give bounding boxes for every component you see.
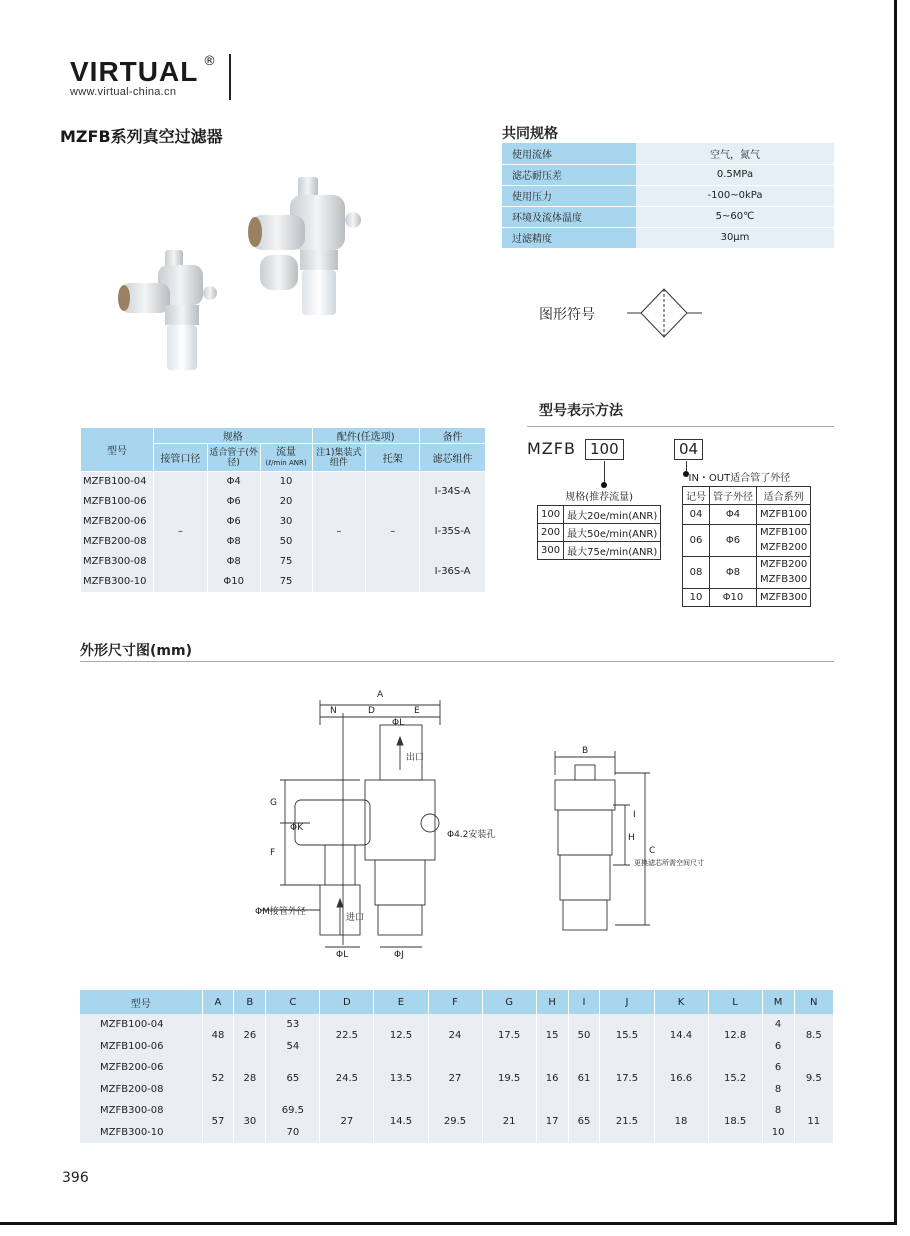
spec-key: 使用流体 — [502, 143, 636, 164]
cell-tube: Φ6 — [207, 492, 260, 512]
cell-A: 57 — [202, 1100, 234, 1143]
label-phiL-bottom: ΦL — [336, 950, 349, 960]
cell-bracket2: – — [366, 472, 420, 592]
port-code: 10 — [683, 588, 710, 606]
cell-model: MZFB100-04 — [80, 1014, 202, 1036]
table-row — [538, 487, 661, 505]
spec-value: -100~0kPa — [636, 185, 834, 206]
port-od: Φ10 — [710, 588, 757, 606]
label-F: F — [270, 848, 276, 858]
label-A: A — [377, 690, 384, 700]
cell-model: MZFB100-06 — [81, 492, 154, 512]
cell-M: 6 — [762, 1036, 794, 1058]
table-row — [502, 227, 834, 248]
cell-N: 11 — [794, 1100, 833, 1143]
port-od: Φ6 — [710, 524, 757, 556]
table-row — [80, 1057, 834, 1079]
dim-header: A — [202, 990, 234, 1014]
spec-key: 滤芯耐压差 — [502, 164, 636, 185]
spec-table — [80, 427, 486, 592]
cell-tube: Φ8 — [207, 532, 260, 552]
cell-flow: 10 — [260, 472, 312, 492]
table-row — [80, 990, 834, 1014]
cell-C: 69.5 — [266, 1100, 320, 1122]
spec-value: 0.5MPa — [636, 164, 834, 185]
logo-divider — [229, 54, 231, 100]
product-photo — [110, 175, 380, 375]
label-phiL-top: ΦL — [392, 718, 405, 728]
flow-desc: 最大50e/min(ANR) — [564, 523, 661, 541]
header-element: 滤芯组件 — [420, 444, 486, 472]
port-caption: IN・OUT适合管了外径 — [683, 468, 811, 486]
cell-model: MZFB300-08 — [81, 552, 154, 572]
model-port-box: 04 — [674, 439, 703, 460]
dim-header: D — [320, 990, 374, 1014]
label-E: E — [414, 706, 420, 716]
cell-tube: Φ4 — [207, 472, 260, 492]
dim-header: 型号 — [80, 990, 202, 1014]
header-accessory: 配件(任选项) — [312, 428, 420, 444]
cell-model: MZFB100-04 — [81, 472, 154, 492]
model-prefix: MZFB — [527, 439, 576, 458]
table-row — [683, 588, 811, 606]
cell-D: 22.5 — [320, 1014, 374, 1057]
dimension-drawing — [240, 685, 704, 960]
cell-flow: 30 — [260, 512, 312, 532]
flow-table — [537, 487, 661, 560]
label-hole: Φ4.2安装孔 — [447, 830, 496, 840]
dim-header: H — [536, 990, 568, 1014]
page-number: 396 — [62, 1170, 89, 1186]
cell-J: 17.5 — [600, 1057, 654, 1100]
port-series: MZFB300 — [760, 574, 808, 585]
table-row — [80, 1100, 834, 1122]
cell-K: 18 — [654, 1100, 708, 1143]
cell-M: 8 — [762, 1079, 794, 1101]
table-row — [81, 428, 486, 444]
cell-D: 27 — [320, 1100, 374, 1143]
label-in: 进口 — [346, 913, 365, 923]
label-I: I — [633, 810, 636, 820]
port-code: 06 — [683, 524, 710, 556]
cell-flow: 75 — [260, 572, 312, 592]
header-bracket2: 托架 — [366, 444, 420, 472]
cell-I: 50 — [568, 1014, 600, 1057]
cell-F: 29.5 — [428, 1100, 482, 1143]
registered-mark: ® — [203, 54, 216, 69]
label-C: C — [649, 846, 656, 856]
spec-key: 环境及流体温度 — [502, 206, 636, 227]
table-row — [502, 185, 834, 206]
cell-model: MZFB300-10 — [81, 572, 154, 592]
header-flow-unit: (ℓ/min ANR) — [265, 458, 307, 467]
cell-B: 28 — [234, 1057, 266, 1100]
cell-A: 52 — [202, 1057, 234, 1100]
header-spec: 规格 — [153, 428, 312, 444]
port-series: MZFB100 — [760, 527, 808, 538]
table-row — [538, 541, 661, 559]
cell-E: 13.5 — [374, 1057, 428, 1100]
table-row — [502, 164, 834, 185]
page-frame-right — [894, 0, 897, 1222]
cell-C: 65 — [266, 1057, 320, 1100]
model-code-title: 型号表示方法 — [539, 403, 623, 419]
cell-tube: Φ6 — [207, 512, 260, 532]
port-header: 记号 — [683, 486, 710, 504]
port-series: MZFB200 — [760, 542, 808, 553]
cell-flow: 20 — [260, 492, 312, 512]
table-row — [683, 504, 811, 524]
table-row — [81, 512, 486, 532]
header-port: 接管口径 — [153, 444, 207, 472]
dimension-table — [80, 990, 834, 1143]
spec-value: 空气，氮气 — [636, 143, 834, 164]
port-header: 适合系列 — [757, 486, 811, 504]
dim-header: N — [794, 990, 833, 1014]
label-out: 出口 — [406, 753, 425, 763]
model-size-box: 100 — [585, 439, 624, 460]
header-spare: 备件 — [420, 428, 486, 444]
flow-caption: 规格(推荐流量) — [538, 487, 661, 505]
cell-element: I-35S-A — [420, 512, 486, 552]
cell-E: 12.5 — [374, 1014, 428, 1057]
cell-model: MZFB200-08 — [80, 1079, 202, 1101]
dim-header: M — [762, 990, 794, 1014]
flow-code: 200 — [538, 523, 564, 541]
product-large — [248, 177, 361, 315]
cell-tube: Φ10 — [207, 572, 260, 592]
cell-G: 19.5 — [482, 1057, 536, 1100]
table-row — [538, 523, 661, 541]
cell-M: 10 — [762, 1122, 794, 1144]
cell-model: MZFB300-10 — [80, 1122, 202, 1144]
cell-M: 8 — [762, 1100, 794, 1122]
cell-A: 48 — [202, 1014, 234, 1057]
port-series: MZFB300 — [757, 588, 811, 606]
table-row — [683, 524, 811, 556]
dims-title: 外形尺寸图(mm) — [80, 643, 192, 659]
cell-E: 14.5 — [374, 1100, 428, 1143]
cell-C: 53 — [266, 1014, 320, 1036]
section-rule — [80, 661, 834, 662]
table-row — [81, 552, 486, 572]
cell-G: 17.5 — [482, 1014, 536, 1057]
page-frame-bottom — [0, 1222, 897, 1225]
cell-F: 24 — [428, 1014, 482, 1057]
cell-model: MZFB300-08 — [80, 1100, 202, 1122]
dim-header: E — [374, 990, 428, 1014]
port-table — [682, 468, 811, 607]
cell-I: 65 — [568, 1100, 600, 1143]
dim-header: B — [234, 990, 266, 1014]
cell-F: 27 — [428, 1057, 482, 1100]
cell-N: 8.5 — [794, 1014, 833, 1057]
table-row — [502, 143, 834, 164]
port-od: Φ4 — [710, 504, 757, 524]
spec-value: 30μm — [636, 227, 834, 248]
cell-I: 61 — [568, 1057, 600, 1100]
header-model: 型号 — [81, 428, 154, 472]
header-flow: 流量 — [276, 446, 297, 458]
flow-desc: 最大75e/min(ANR) — [564, 541, 661, 559]
spec-key: 使用压力 — [502, 185, 636, 206]
cell-J: 21.5 — [600, 1100, 654, 1143]
cell-C: 70 — [266, 1122, 320, 1144]
label-filter-space: 更换滤芯所需空间尺寸 — [634, 859, 704, 867]
common-spec-title: 共同规格 — [502, 126, 558, 142]
dim-header: F — [428, 990, 482, 1014]
label-B: B — [582, 746, 589, 756]
port-series: MZFB200 — [760, 559, 808, 570]
spec-value: 5~60℃ — [636, 206, 834, 227]
port-header: 管子外径 — [710, 486, 757, 504]
cell-C: 54 — [266, 1036, 320, 1058]
table-row — [502, 206, 834, 227]
cell-L: 18.5 — [708, 1100, 762, 1143]
cell-element: I-36S-A — [420, 552, 486, 592]
cell-H: 16 — [536, 1057, 568, 1100]
table-row — [80, 1014, 834, 1036]
cell-K: 16.6 — [654, 1057, 708, 1100]
cell-H: 17 — [536, 1100, 568, 1143]
flow-code: 100 — [538, 505, 564, 523]
symbol-label: 图形符号 — [539, 307, 595, 323]
table-row — [683, 486, 811, 504]
page-title: MZFB系列真空过滤器 — [60, 127, 223, 146]
brand-url: www.virtual-china.cn — [70, 86, 177, 98]
cell-tube: Φ8 — [207, 552, 260, 572]
product-small — [118, 250, 217, 370]
cell-flow: 50 — [260, 532, 312, 552]
table-row — [81, 472, 486, 492]
cell-N: 9.5 — [794, 1057, 833, 1100]
label-tube-od: ΦM接管外径 — [255, 907, 306, 917]
brand-name: VIRTUAL — [70, 56, 199, 87]
label-phiJ: ΦJ — [394, 950, 404, 960]
label-G: G — [270, 798, 277, 808]
cell-M: 6 — [762, 1057, 794, 1079]
spec-key: 过滤精度 — [502, 227, 636, 248]
dim-header: I — [568, 990, 600, 1014]
brand-logo — [70, 54, 216, 98]
header-bracket1: 注1)集装式组件 — [312, 444, 366, 472]
cell-M: 4 — [762, 1014, 794, 1036]
label-phiK: ΦK — [290, 823, 303, 833]
dim-header: K — [654, 990, 708, 1014]
cell-H: 15 — [536, 1014, 568, 1057]
table-row — [538, 505, 661, 523]
cell-bracket1: – — [312, 472, 366, 592]
label-H: H — [628, 833, 635, 843]
cell-B: 26 — [234, 1014, 266, 1057]
cell-model: MZFB100-06 — [80, 1036, 202, 1058]
cell-D: 24.5 — [320, 1057, 374, 1100]
dim-header: C — [266, 990, 320, 1014]
cell-J: 15.5 — [600, 1014, 654, 1057]
cell-L: 12.8 — [708, 1014, 762, 1057]
cell-G: 21 — [482, 1100, 536, 1143]
table-row — [683, 468, 811, 486]
dim-header: G — [482, 990, 536, 1014]
header-tube: 适合管子(外径) — [207, 444, 260, 472]
port-code: 08 — [683, 556, 710, 588]
port-series: MZFB100 — [757, 504, 811, 524]
filter-symbol-icon — [627, 285, 702, 341]
section-rule — [527, 426, 834, 427]
label-D: D — [368, 706, 375, 716]
cell-model: MZFB200-06 — [81, 512, 154, 532]
flow-desc: 最大20e/min(ANR) — [564, 505, 661, 523]
port-od: Φ8 — [710, 556, 757, 588]
dim-header: J — [600, 990, 654, 1014]
cell-B: 30 — [234, 1100, 266, 1143]
label-N: N — [330, 706, 337, 716]
flow-code: 300 — [538, 541, 564, 559]
port-code: 04 — [683, 504, 710, 524]
cell-port: – — [153, 472, 207, 592]
common-spec-table — [502, 143, 834, 249]
cell-element: I-34S-A — [420, 472, 486, 512]
dim-header: L — [708, 990, 762, 1014]
cell-model: MZFB200-06 — [80, 1057, 202, 1079]
cell-K: 14.4 — [654, 1014, 708, 1057]
cell-L: 15.2 — [708, 1057, 762, 1100]
cell-model: MZFB200-08 — [81, 532, 154, 552]
cell-flow: 75 — [260, 552, 312, 572]
table-row — [683, 556, 811, 588]
